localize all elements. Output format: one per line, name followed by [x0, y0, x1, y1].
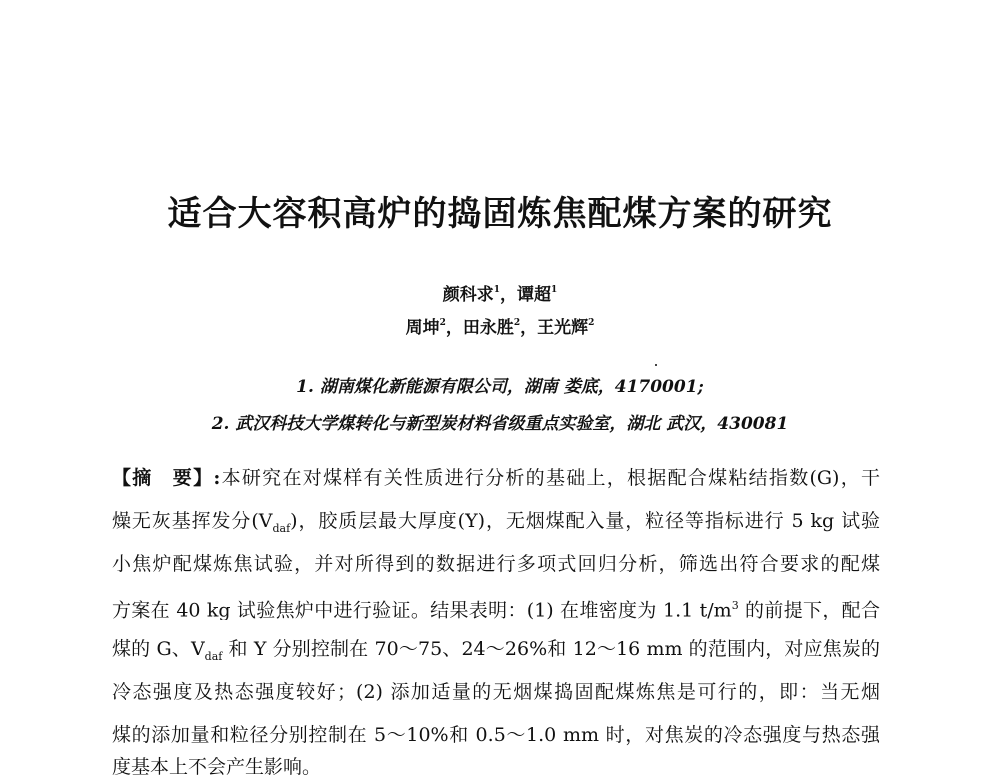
author-name: 田永胜 — [462, 318, 514, 338]
author-name: 周坤 — [405, 318, 440, 338]
author-name: 颜科求 — [442, 285, 494, 305]
subscript: daf — [272, 521, 291, 535]
abstract-label: 【摘 要】: — [112, 467, 221, 489]
affiliation-1: 1. 湖南煤化新能源有限公司，湖南 娄底，4170001; — [296, 377, 704, 397]
affiliation-2: 2. 武汉科技大学煤转化与新型炭材料省级重点实验室，湖北 武汉，430081 — [211, 414, 789, 434]
abstract-line-3: 小焦炉配煤炼焦试验，并对所得到的数据进行多项式回归分析，筛选出符合要求的配煤 — [112, 553, 880, 575]
superscript: 3 — [731, 599, 739, 612]
authors-line-1: 颜科求$^1$，谭超$^1$ — [442, 285, 558, 305]
author-affiliation-mark: 1 — [493, 285, 500, 295]
abstract-text: )，胶质层最大厚度(Y)，无烟煤配入量，粒径等指标进行 5 kg 试验 — [290, 510, 880, 532]
abstract-line-5 — [112, 635, 880, 663]
author-name: 王光辉 — [537, 318, 589, 338]
abstract-line-6: 冷态强度及热态强度较好；(2) 添加适量的无烟煤捣固配煤炼焦是可行的，即：当无烟 — [112, 681, 880, 703]
abstract-text: 和 Y 分别控制在 70～75、24～26%和 12～16 mm 的范围内，对应焦炭的 — [222, 638, 880, 660]
author-affiliation-mark: 2 — [439, 318, 446, 328]
abstract-text: 燥无灰基挥发分(V — [112, 510, 273, 532]
authors-line-2: 周坤$^2$，田永胜$^2$，王光辉$^2$ — [405, 318, 595, 338]
author-name: 谭超 — [517, 285, 551, 305]
author-affiliation-mark: 1 — [551, 285, 558, 295]
abstract-text: 煤的 G、V — [112, 638, 205, 660]
abstract-line-1 — [112, 464, 880, 492]
subscript: daf — [204, 649, 223, 663]
abstract-text: 的前提下，配合 — [738, 599, 880, 620]
paper-title: 适合大容积高炉的捣固炼焦配煤方案的研究 — [167, 194, 833, 234]
abstract-line-7: 煤的添加量和粒径分别控制在 5～10%和 0.5～1.0 mm 时，对焦炭的冷态强度与热态强 — [112, 724, 880, 746]
abstract-text: 本研究在对煤样有关性质进行分析的基础上，根据配合煤粘结指数(G)，干 — [220, 467, 880, 489]
abstract-text: 方案在 40 kg 试验焦炉中进行验证。结果表明：(1) 在堆密度为 1.1 t/m — [112, 599, 732, 620]
abstract-line-2 — [112, 507, 880, 535]
abstract-line-4 — [112, 592, 880, 620]
abstract-line-8: 度基本上不会产生影响。 — [112, 756, 322, 778]
author-affiliation-mark: 2 — [513, 318, 521, 328]
scan-speck — [655, 364, 657, 366]
author-affiliation-mark: 2 — [588, 318, 595, 328]
